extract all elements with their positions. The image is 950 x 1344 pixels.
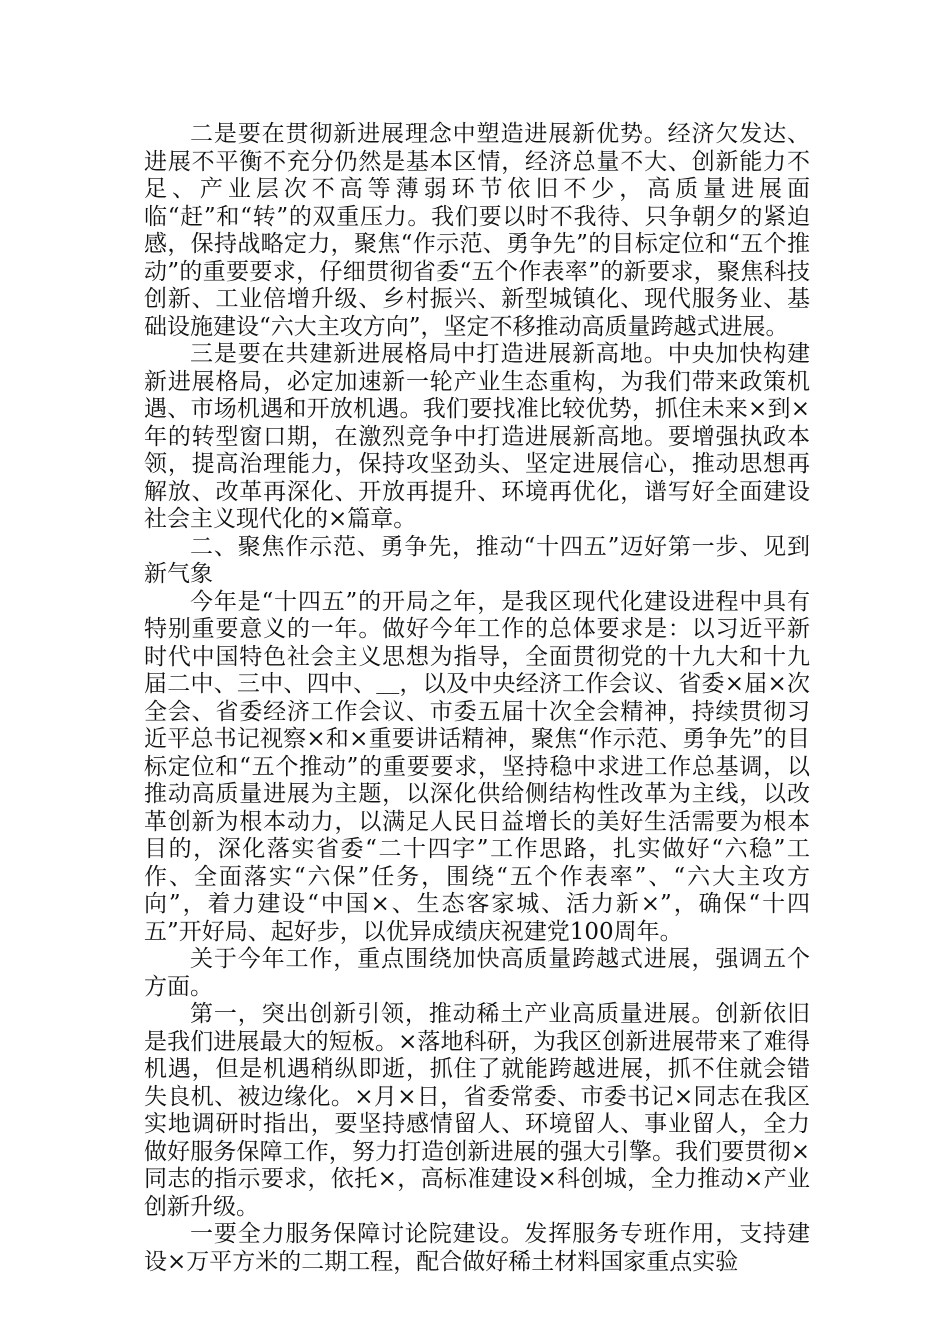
- paragraph-innovation-first: 第一，突出创新引领，推动稀土产业高质量进展。创新依旧是我们进展最大的短板。×落地科研，为我区创新进展带来了难得机遇，但是机遇稍纵即逝，抓住了就能跨越进展，抓不住就会错失良机、被边缘化。×月×日，省委常委、市委书记×同志在我区实地调研时指出，要坚持感情留人、环境留人、事业留人，全力做好服务保障工作，努力打造创新进展的强大引擎。我们要贯彻×同志的指示要求，依托×，高标准建设×科创城，全力推动×产业创新升级。: [144, 1001, 810, 1220]
- paragraph-work-focus: 关于今年工作，重点围绕加快高质量跨越式进展，强调五个方面。: [144, 946, 810, 1000]
- paragraph-research-institute: 一要全力服务保障讨论院建设。发挥服务专班作用，支持建设×万平方米的二期工程，配合做好稀土材料国家重点实验: [144, 1221, 810, 1275]
- document-body: [144, 121, 810, 1276]
- paragraph-development-pattern: 三是要在共建新进展格局中打造进展新高地。中央加快构建新进展格局，必定加速新一轮产业生态重构，为我们带来政策机遇、市场机遇和开放机遇。我们要找准比较优势，抓住未来×到×年的转型窗口期，在激烈竞争中打造进展新高地。要增强执政本领，提高治理能力，保持攻坚劲头、坚定进展信心，推动思想再解放、改革再深化、开放再提升、环境再优化，谱写好全面建设社会主义现代化的×篇章。: [144, 341, 810, 532]
- paragraph-annual-requirements: 今年是“十四五”的开局之年，是我区现代化建设进程中具有特别重要意义的一年。做好今年工作的总体要求是：以习近平新时代中国特色社会主义思想为指导，全面贯彻党的十九大和十九届二中、三中、四中、＿，以及中央经济工作会议、省委×届×次全会、省委经济工作会议、市委五届十次全会精神，持续贯彻习近平总书记视察×和×重要讲话精神，聚焦“作示范、勇争先”的目标定位和“五个推动”的重要要求，坚持稳中求进工作总基调，以推动高质量进展为主题，以深化供给侧结构性改革为主线，以改革创新为根本动力，以满足人民日益增长的美好生活需要为根本目的，深化落实省委“二十四字”工作思路，扎实做好“六稳”工作、全面落实“六保”任务，围绕“五个作表率”、“六大主攻方向”，着力建设“中国×、生态客家城、活力新×”，确保“十四五”开好局、起好步，以优异成绩庆祝建党100周年。: [144, 588, 810, 945]
- paragraph-development-advantage: 二是要在贯彻新进展理念中塑造进展新优势。经济欠发达、进展不平衡不充分仍然是基本区情，经济总量不大、创新能力不足、产业层次不高等薄弱环节依旧不少，高质量进展面临“赶”和“转”的双重压力。我们要以时不我待、只争朝夕的紧迫感，保持战略定力，聚焦“作示范、勇争先”的目标定位和“五个推动”的重要要求，仔细贯彻省委“五个作表率”的新要求，聚焦科技创新、工业倍增升级、乡村振兴、新型城镇化、现代服务业、基础设施建设“六大主攻方向”，坚定不移推动高质量跨越式进展。: [144, 121, 810, 340]
- section-heading-two: 二、聚焦作示范、勇争先，推动“十四五”迈好第一步、见到新气象: [144, 533, 810, 587]
